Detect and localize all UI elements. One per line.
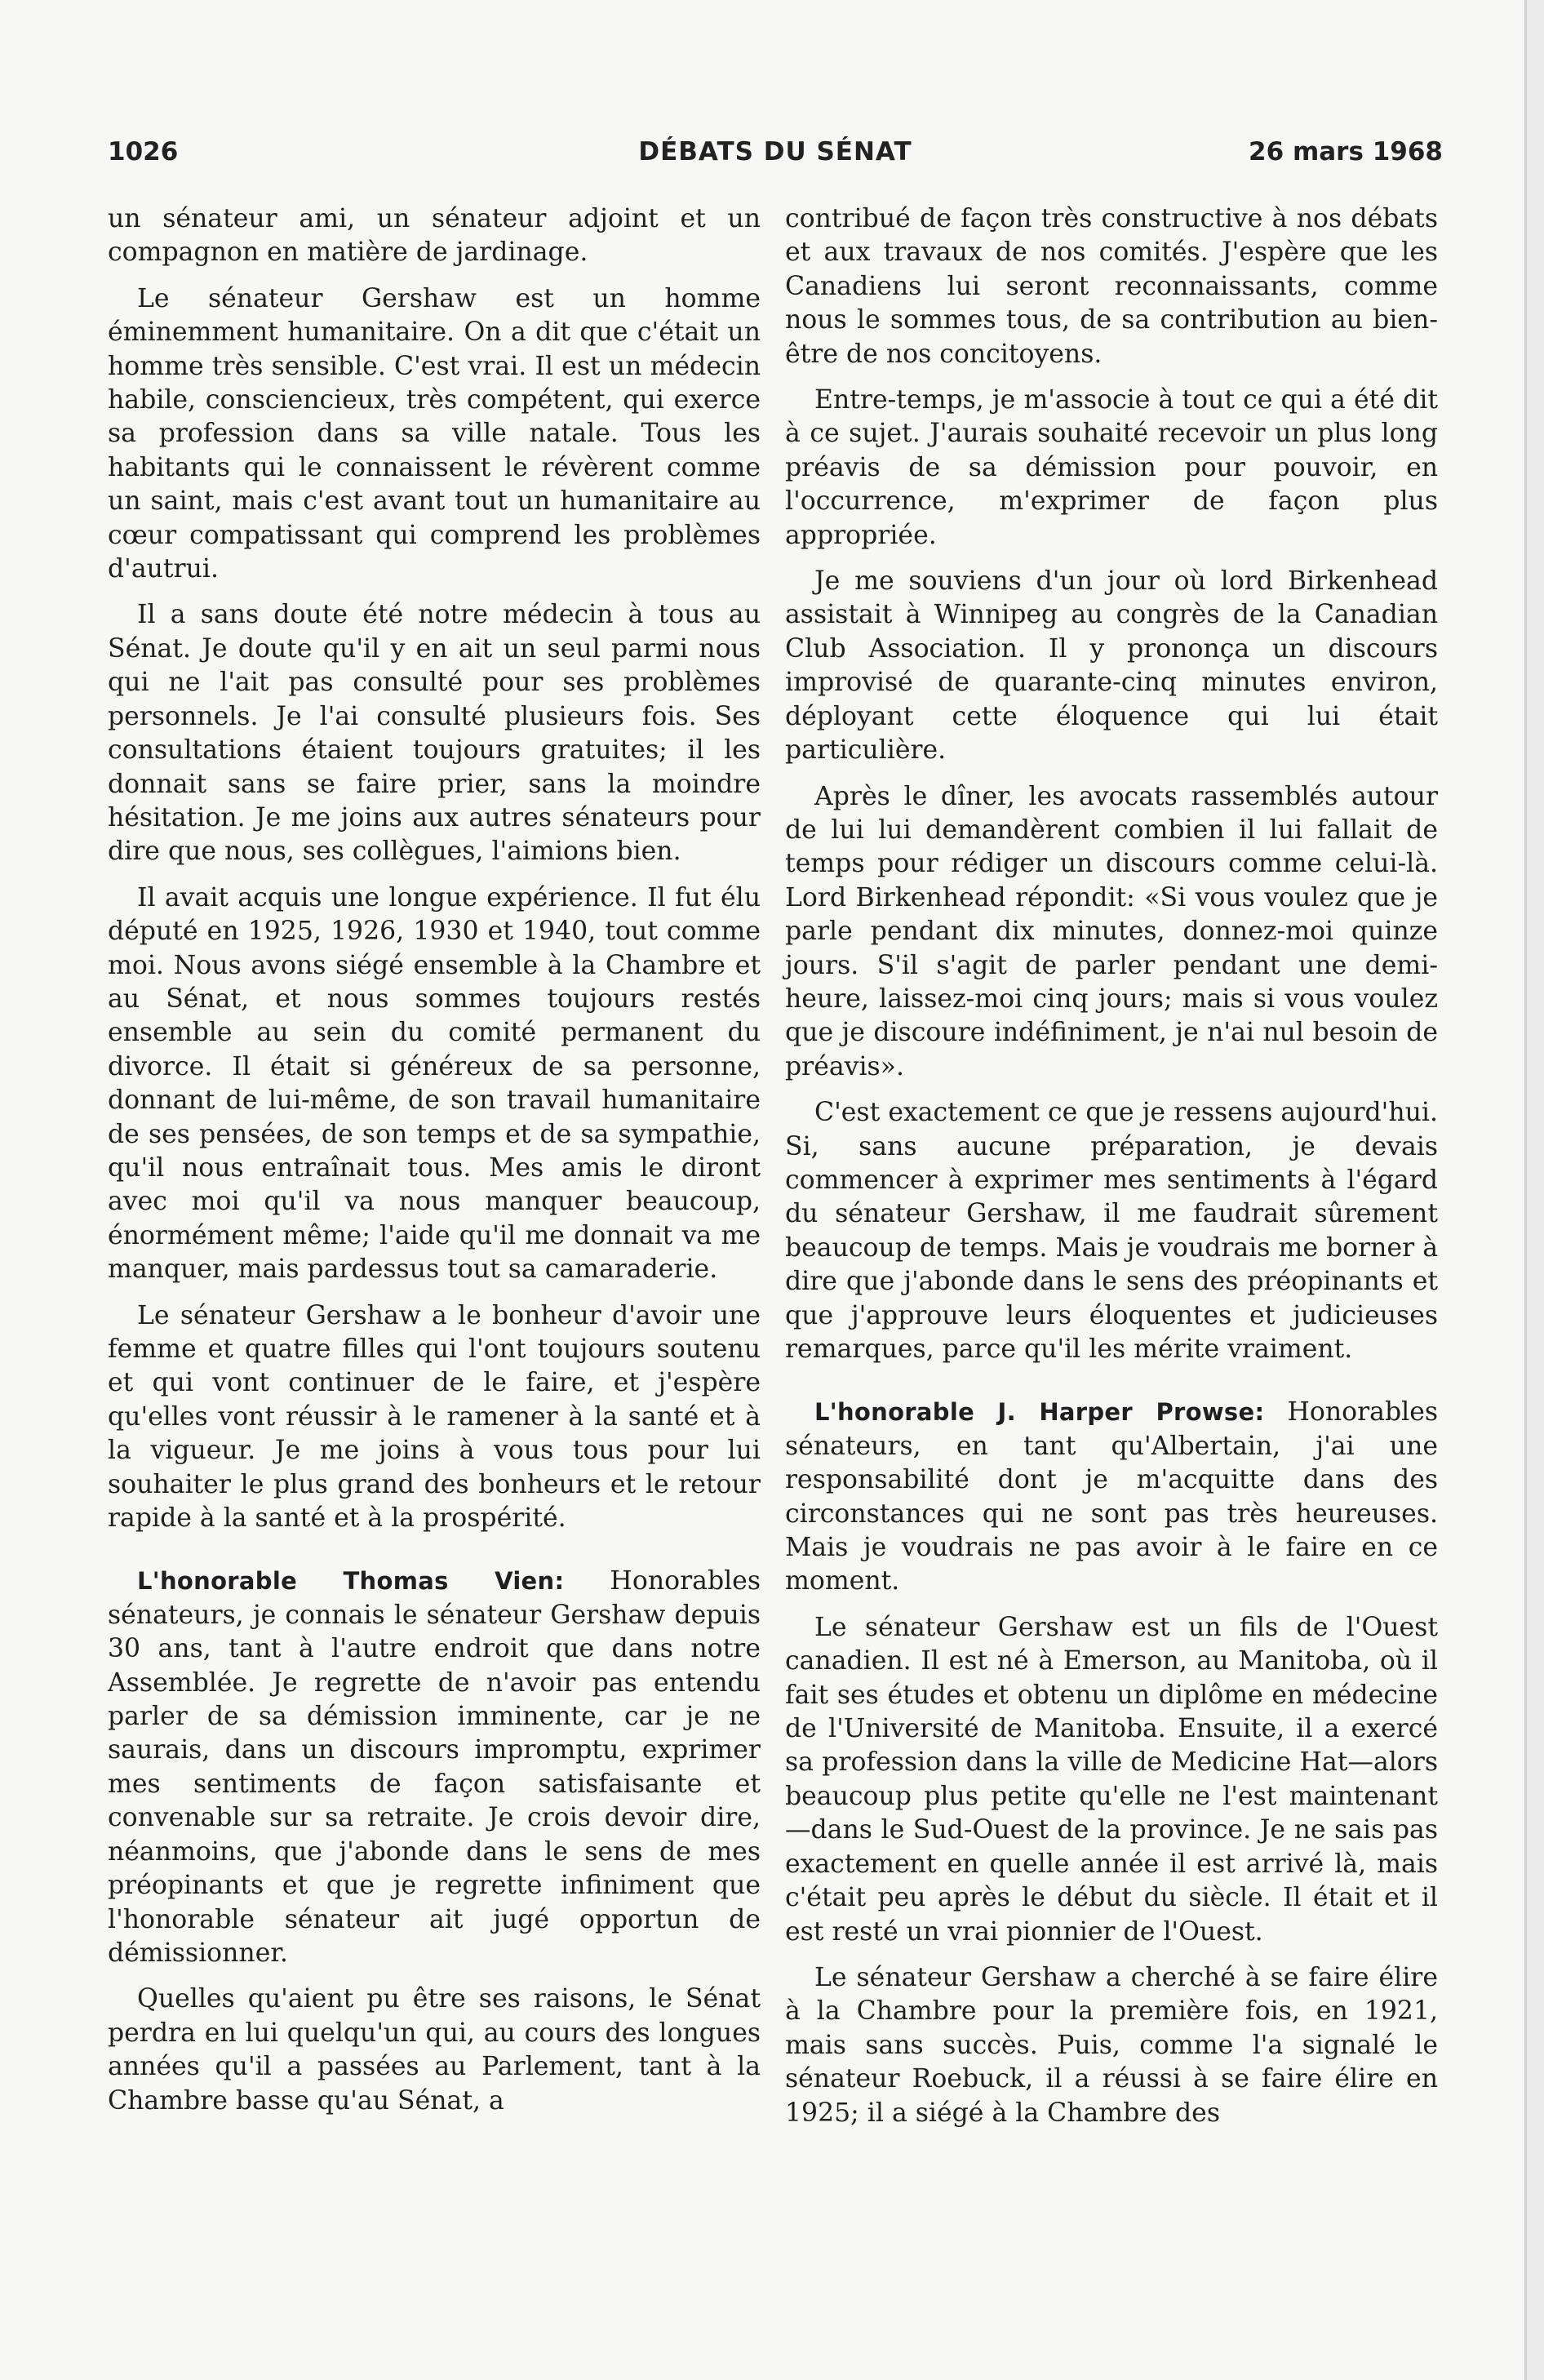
paragraph-text: Le sénateur Gershaw a cherché à se faire élire à la Chambre pour la première fois, en 1921, mais sans succès. Puis, comme l'a signalé le sénateur Roebuck, il a réussi à se faire élire en 1925; il a siégé à la Chambre des [785, 1962, 1438, 2128]
paragraph-text: Honorables sénateurs, en tant qu'Albertain, j'ai une responsabilité dont je m'acquitte dans des circonstances qui ne sont pas très heureuses. Mais je voudrais ne pas avoir à le faire en ce moment. [785, 1397, 1439, 1596]
paragraph [785, 384, 1438, 553]
right-column [785, 202, 1438, 2142]
paragraph-text: Le sénateur Gershaw est un homme éminemment humanitaire. On a dit que c'était un homme très sensible. C'est vrai. Il est un médecin habile, consciencieux, très compétent, qui exerce sa profession dans sa ville natale. Tous les habitants qui le connaissent le révèrent comme un saint, mais c'est avant tout un humanitaire au cœur compatissant qui comprend les problèmes d'autrui. [108, 283, 761, 584]
paragraph-text: Le sénateur Gershaw est un fils de l'Ouest canadien. Il est né à Emerson, au Manitoba, où il fait ses études et obtenu un diplôme en médecine de l'Université de Manitoba. Ensuite, il a exercé sa profession dans la ville de Medicine Hat—alors beaucoup plus petite qu'elle ne l'est maintenant—dans le Sud-Ouest de la province. Je ne sais pas exactement en quelle année il est arrivé là, mais c'était peu après le début du siècle. Il était et il est resté un vrai pionnier de l'Ouest. [785, 1612, 1438, 1947]
speech-paragraph [785, 1396, 1438, 1598]
paragraph-text: Le sénateur Gershaw a le bonheur d'avoir une femme et quatre filles qui l'ont toujours soutenu et qui vont continuer de le faire, et j'espère qu'elles vont réussir à le ramener à la santé et à la vigueur. Je me joins à vous tous pour lui souhaiter le plus grand des bonheurs et le retour rapide à la santé et à la prospérité. [108, 1300, 761, 1534]
issue-date: 26 mars 1968 [1249, 137, 1443, 167]
page-number: 1026 [108, 137, 179, 167]
left-column [108, 202, 761, 2130]
speech-paragraph [108, 1565, 761, 1970]
paragraph [108, 1983, 761, 2118]
paragraph [785, 1961, 1438, 2130]
paragraph [785, 1096, 1438, 1366]
paragraph-text: Quelles qu'aient pu être ses raisons, le Sénat perdra en lui quelqu'un qui, au cours des longues années qu'il a passées au Parlement, tant à la Chambre basse qu'au Sénat, a [108, 1984, 761, 2116]
paragraph-text: Après le dîner, les avocats rassemblés autour de lui lui demandèrent combien il lui fallait de temps pour rédiger un discours comme celui-là. Lord Birkenhead répondit: «Si vous voulez que je parle pendant dix minutes, donnez-moi quinze jours. S'il s'agit de parler pendant une demi-heure, laissez-moi cinq jours; mais si vous voulez que je discoure indéfiniment, je n'ai nul besoin de préavis». [785, 781, 1438, 1081]
paragraph-text: Honorables sénateurs, je connais le sénateur Gershaw depuis 30 ans, tant à l'autre endroit que dans notre Assemblée. Je regrette de n'avoir pas entendu parler de sa démission imminente, car je ne saurais, dans un discours impromptu, exprimer mes sentiments de façon satisfaisante et convenable sur sa retraite. Je crois devoir dire, néanmoins, que j'abonde dans le sens de mes préopinants et que je regrette infiniment que l'honorable sénateur ait jugé opportun de démissionner. [108, 1566, 761, 1968]
paragraph-text: Entre-temps, je m'associe à tout ce qui a été dit à ce sujet. J'aurais souhaité recevoir un plus long préavis de sa démission pour pouvoir, en l'occurrence, m'exprimer de façon plus appropriée. [785, 385, 1438, 550]
publication-title: DÉBATS DU SÉNAT [638, 137, 912, 167]
paragraph [108, 881, 761, 1287]
paragraph-text: Je me souviens d'un jour où lord Birkenhead assistait à Winnipeg au congrès de la Canadian Club Association. Il y prononça un discours improvisé de quarante-cinq minutes environ, déployant cette éloquence qui lui était particulière. [785, 566, 1438, 766]
paragraph [108, 282, 761, 587]
paragraph: un sénateur ami, un sénateur adjoint et un compagnon en matière de jardinage. [108, 204, 761, 268]
paragraph [108, 1299, 761, 1536]
page-header [108, 137, 1443, 178]
paragraph [785, 780, 1438, 1085]
speaker-name: L'honorable J. Harper Prowse: [814, 1398, 1265, 1427]
paragraph [108, 598, 761, 868]
paragraph [785, 565, 1438, 767]
paragraph-text: Il a sans doute été notre médecin à tous au Sénat. Je doute qu'il y en ait un seul parmi nous qui ne l'ait pas consulté pour ses problèmes personnels. Je l'ai consulté plusieurs fois. Ses consultations étaient toujours gratuites; il les donnait sans se faire prier, sans la moindre hésitation. Je me joins aux autres sénateurs pour dire que nous, ses collègues, l'aimions bien. [108, 600, 761, 867]
paragraph: contribué de façon très constructive à nos débats et aux travaux de nos comités. J'espère que les Canadiens lui seront reconnaissants, comme nous le sommes tous, de sa contribution au bien-être de nos concitoyens. [785, 204, 1438, 369]
speaker-name: L'honorable Thomas Vien: [137, 1567, 565, 1596]
paragraph-text: C'est exactement ce que je ressens aujourd'hui. Si, sans aucune préparation, je devais commencer à exprimer mes sentiments à l'égard du sénateur Gershaw, il me faudrait sûrement beaucoup de temps. Mais je voudrais me borner à dire que j'abonde dans le sens des préopinants et que j'approuve leurs éloquentes et judicieuses remarques, parce qu'il les mérite vraiment. [785, 1098, 1438, 1364]
paragraph [785, 1611, 1438, 1949]
paragraph-text: Il avait acquis une longue expérience. Il fut élu député en 1925, 1926, 1930 et 1940, tout comme moi. Nous avons siégé ensemble à la Chambre et au Sénat, et nous sommes toujours restés ensemble au sein du comité permanent du divorce. Il était si généreux de sa personne, donnant de lui-même, de son travail humanitaire de ses pensées, de son temps et de sa sympathie, qu'il nous entraînait tous. Mes amis le diront avec moi qu'il va nous manquer beaucoup, énormément même; l'aide qu'il me donnait va me manquer, mais pardessus tout sa camaraderie. [108, 882, 761, 1285]
